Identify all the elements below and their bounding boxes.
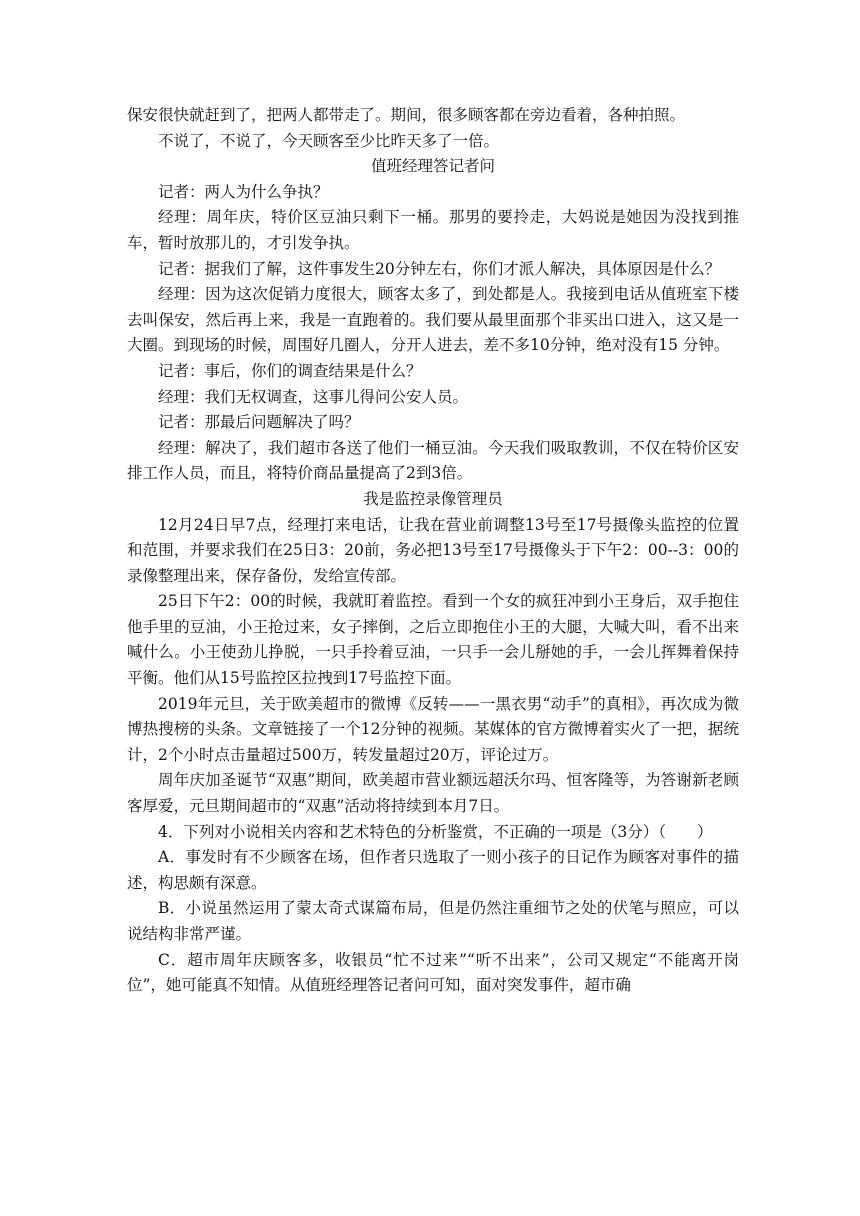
question-stem: 4．下列对小说相关内容和艺术特色的分析鉴赏，不正确的一项是（3分）（ ） (158, 822, 713, 841)
paragraph: 25日下午2：00的时候，我就盯着监控。看到一个女的疯狂冲到小王身后，双手抱住他手里的豆油，小王抢过来，女子摔倒，之后立即抱住小王的大腿，大喊大叫，看不出来喊什么。小王使劲儿挣脱，一只手拎着豆油，一只手一会儿掰她的手，一会儿挥舞着保持平衡。他们从15号监控区拉拽到17号监控下面。 (127, 592, 739, 688)
paragraph: 保安很快就赶到了，把两人都带走了。期间，很多顾客都在旁边看着，各种拍照。 (127, 106, 686, 124)
document-page (127, 103, 739, 999)
paragraph: 经理：我们无权调查，这事儿得问公安人员。 (158, 387, 469, 406)
section-title: 我是监控录像管理员 (363, 489, 503, 508)
paragraph: 记者：两人为什么争执？ (158, 182, 329, 201)
paragraph: 记者：事后，你们的调查结果是什么？ (158, 361, 422, 380)
paragraph: 经理：周年庆，特价区豆油只剩下一桶。那男的要拎走，大妈说是她因为没找到推车，暂时放那儿的，才引发争执。 (127, 208, 739, 252)
paragraph: 经理：因为这次促销力度很大，顾客太多了，到处都是人。我接到电话从值班室下楼去叫保安，然后再上来，我是一直跑着的。我们要从最里面那个非买出口进入，这又是一大圈。到现场的时候，周围好几圈人，分开人进去，差不多10分钟，绝对没有15 分钟。 (127, 285, 739, 355)
paragraph: 12月24日早7点，经理打来电话，让我在营业前调整13号至17号摄像头监控的位置和范围，并要求我们在25日3：20前，务必把13号至17号摄像头于下午2：00--3：00的录像整理出来，保存备份，发给宣传部。 (127, 515, 739, 585)
option-a: A．事发时有不少顾客在场，但作者只选取了一则小孩子的日记作为顾客对事件的描述，构思颇有深意。 (127, 848, 739, 892)
paragraph: 记者：据我们了解，这件事发生20分钟左右，你们才派人解决，具体原因是什么？ (158, 259, 721, 278)
option-b: B．小说虽然运用了蒙太奇式谋篇布局，但是仍然注重细节之处的伏笔与照应，可以说结构非常严谨。 (127, 899, 739, 943)
paragraph: 2019年元旦，关于欧美超市的微博《反转——一黑衣男“动手”的真相》，再次成为微博热搜榜的头条。文章链接了一个12分钟的视频。某媒体的官方微博着实火了一把，据统计，2个小时点击量超过500万，转发量超过20万，评论过万。 (127, 694, 740, 764)
paragraph: 经理：解决了，我们超市各送了他们一桶豆油。今天我们吸取教训，不仅在特价区安排工作人员，而且，将特价商品量提高了2到3倍。 (127, 438, 739, 483)
paragraph: 记者：那最后问题解决了吗？ (158, 413, 360, 432)
option-c: C．超市周年庆顾客多，收银员“忙不过来”“听不出来”，公司又规定“不能离开岗位”，她可能真不知情。从值班经理答记者问可知，面对突发事件，超市确 (127, 950, 739, 995)
paragraph: 周年庆加圣诞节“双惠”期间，欧美超市营业额远超沃尔玛、恒客隆等，为答谢新老顾客厚爱，元旦期间超市的“双惠”活动将持续到本月7日。 (127, 771, 739, 816)
paragraph: 不说了，不说了，今天顾客至少比昨天多了一倍。 (158, 131, 500, 150)
section-title: 值班经理答记者问 (370, 157, 495, 176)
